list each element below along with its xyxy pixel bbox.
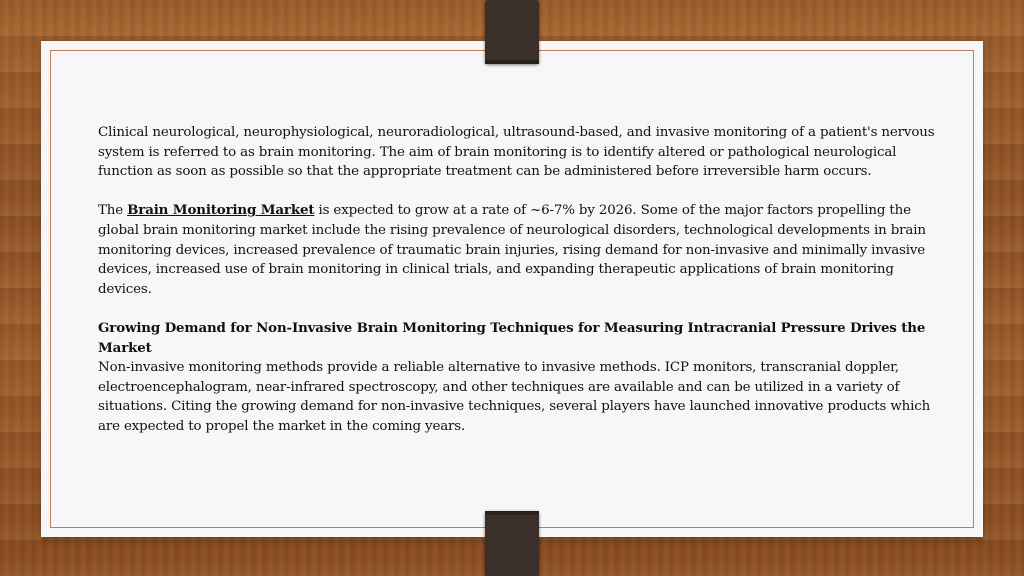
paragraph-spacer — [98, 182, 948, 202]
top-binder-clip — [485, 0, 539, 64]
intro-paragraph: Clinical neurological, neurophysiological, neuroradiological, ultrasound-based, and invasive monitoring of a patient's nervous system is referred to as brain monitoring. The aim of brain monitoring is to identify altered or pathological neurological function as soon as possible so that the appropriate treatment can be administered before irreversible harm occurs. — [98, 125, 935, 180]
market-paragraph — [98, 201, 948, 299]
slide-text-content — [98, 123, 948, 437]
market-paragraph-body: is expected to grow at a rate of ~6-7% by 2026. Some of the major factors propelling the global brain monitoring market include the rising prevalence of neurological disorders, technological developments in brain monitoring devices, increased prevalence of traumatic brain injuries, rising demand for non-invasive and minimally invasive devices, increased use of brain monitoring in clinical trials, and expanding therapeutic applications of brain monitoring devices. — [98, 203, 926, 297]
section-heading: Growing Demand for Non-Invasive Brain Monitoring Techniques for Measuring Intracranial Pressure Drives the Market — [98, 319, 926, 356]
brain-monitoring-market-link[interactable]: Brain Monitoring Market — [127, 202, 315, 219]
non-invasive-paragraph: Non-invasive monitoring methods provide a reliable alternative to invasive methods. ICP monitors, transcranial doppler, electroencephalogram, near-infrared spectroscopy, and other techniques are available and can be utilized in a variety of situations. Citing the growing demand for non-invasive techniques, several players have launched innovative products which are expected to propel the market in the coming years. — [98, 360, 931, 434]
bottom-binder-clip — [485, 511, 539, 576]
market-paragraph-prefix: The — [98, 203, 128, 219]
paragraph-spacer — [98, 299, 948, 319]
